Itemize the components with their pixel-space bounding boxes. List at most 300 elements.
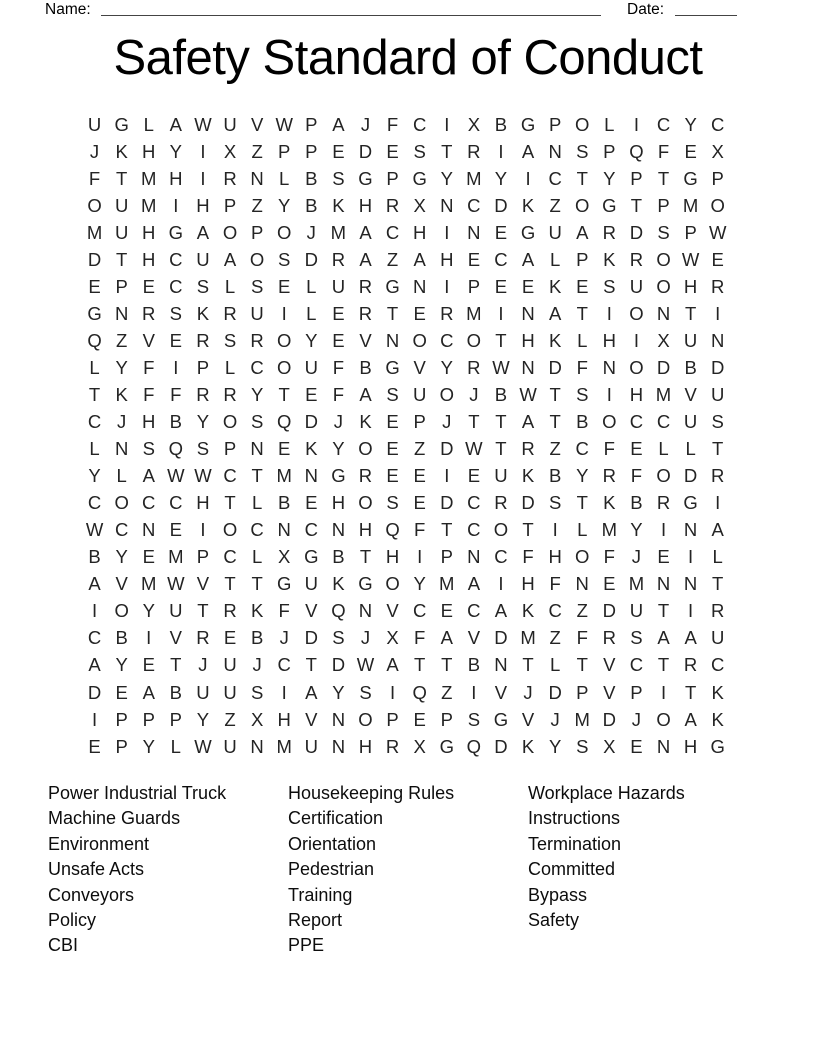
grid-cell: Y <box>576 465 589 487</box>
grid-cell: A <box>494 600 508 622</box>
grid-cell: M <box>86 221 103 243</box>
word-item: Policy <box>48 910 97 931</box>
grid-cell: S <box>630 627 643 649</box>
grid-cell: C <box>223 465 237 487</box>
grid-cell: P <box>657 194 670 216</box>
grid-cell: R <box>602 221 617 243</box>
grid-cell: J <box>523 681 533 703</box>
word-item: Power Industrial Truck <box>48 783 227 803</box>
grid-cell: A <box>684 627 697 649</box>
grid-cell: X <box>467 113 481 135</box>
grid-cell: Z <box>251 140 263 162</box>
grid-cell: C <box>548 600 562 622</box>
grid-cell: N <box>331 708 346 730</box>
grid-cell: Z <box>549 438 561 460</box>
grid-cell: R <box>440 302 454 324</box>
grid-cell: S <box>386 383 399 405</box>
grid-cell: T <box>712 438 724 460</box>
grid-cell: S <box>250 411 264 433</box>
grid-cell: K <box>711 708 724 730</box>
grid-cell: X <box>250 708 264 730</box>
grid-cell: S <box>359 681 372 703</box>
grid-cell: O <box>656 248 671 270</box>
grid-cell: P <box>630 681 643 703</box>
grid-cell: N <box>440 194 454 216</box>
grid-cell: N <box>683 573 698 595</box>
grid-cell: M <box>141 573 157 595</box>
grid-cell: S <box>278 248 291 270</box>
grid-cell: C <box>412 113 427 135</box>
grid-cell: L <box>251 546 263 568</box>
grid-cell: J <box>198 654 208 676</box>
grid-cell: N <box>494 654 508 676</box>
grid-cell: Y <box>196 708 210 730</box>
grid-cell: N <box>711 329 725 351</box>
grid-cell: H <box>521 573 535 595</box>
grid-cell: E <box>332 302 345 324</box>
grid-cell: T <box>657 600 670 622</box>
grid-cell: Y <box>332 681 345 703</box>
grid-cell: D <box>440 492 454 514</box>
grid-cell: Q <box>168 438 184 460</box>
grid-cell: Y <box>440 167 453 189</box>
grid-cell: M <box>168 546 184 568</box>
grid-cell: W <box>465 438 483 460</box>
grid-cell: O <box>602 411 617 433</box>
grid-cell: L <box>279 167 290 189</box>
grid-cell: T <box>414 654 426 676</box>
grid-cell: Z <box>441 681 453 703</box>
grid-cell: P <box>250 221 264 243</box>
grid-cell: C <box>711 654 725 676</box>
grid-cell: Y <box>548 735 562 757</box>
grid-cell: D <box>494 194 508 216</box>
grid-cell: N <box>521 356 535 378</box>
grid-cell: I <box>91 600 98 622</box>
grid-cell: J <box>442 411 452 433</box>
grid-cell: E <box>413 708 426 730</box>
grid-cell: Y <box>494 167 508 189</box>
grid-cell: Q <box>466 735 482 757</box>
grid-cell: B <box>630 492 643 514</box>
grid-cell: V <box>250 113 264 135</box>
grid-cell: B <box>305 167 318 189</box>
grid-cell: K <box>332 573 345 595</box>
grid-cell: O <box>114 492 129 514</box>
grid-cell: U <box>223 735 237 757</box>
grid-cell: I <box>200 519 206 541</box>
grid-cell: Z <box>576 600 588 622</box>
grid-cell: I <box>281 681 287 703</box>
grid-cell: I <box>660 519 667 541</box>
grid-row <box>81 111 731 138</box>
grid-cell: L <box>89 356 100 378</box>
grid-cell: I <box>525 167 531 189</box>
grid-cell: Y <box>142 600 155 622</box>
grid-cell: D <box>440 438 454 460</box>
grid-cell: A <box>332 113 345 135</box>
name-label: Name: <box>45 1 91 18</box>
grid-cell: C <box>629 411 644 433</box>
word-item: Housekeeping Rules <box>288 783 455 803</box>
grid-cell: M <box>276 735 292 757</box>
grid-cell: E <box>521 275 535 297</box>
grid-cell: C <box>87 627 102 649</box>
grid-cell: E <box>413 492 426 514</box>
grid-cell: T <box>657 654 670 676</box>
grid-row <box>81 327 731 354</box>
grid-cell: W <box>681 248 700 270</box>
grid-cell: L <box>116 465 127 487</box>
grid-cell: F <box>549 573 561 595</box>
grid-cell: F <box>603 546 615 568</box>
grid-cell: U <box>304 735 318 757</box>
grid-cell: Y <box>169 140 182 162</box>
grid-cell: C <box>467 600 481 622</box>
grid-cell: T <box>115 167 128 189</box>
grid-cell: T <box>88 383 101 405</box>
grid-cell: P <box>684 221 697 243</box>
grid-cell: M <box>628 573 645 595</box>
grid-cell: M <box>601 519 618 541</box>
grid-cell: P <box>115 275 128 297</box>
grid-cell: P <box>386 708 399 730</box>
grid-cell: U <box>304 356 318 378</box>
grid-cell: S <box>711 411 724 433</box>
grid-cell: F <box>143 356 155 378</box>
grid-cell: C <box>494 546 508 568</box>
grid-cell: I <box>498 302 504 324</box>
grid-cell: N <box>602 356 617 378</box>
grid-cell: C <box>548 167 562 189</box>
grid-cell: W <box>194 113 212 135</box>
grid-cell: A <box>359 248 372 270</box>
grid-cell: E <box>386 465 399 487</box>
grid-cell: A <box>467 573 481 595</box>
grid-cell: T <box>495 438 507 460</box>
grid-cell: P <box>196 356 210 378</box>
grid-cell: T <box>359 546 372 568</box>
grid-cell: S <box>576 140 589 162</box>
grid-cell: B <box>576 411 589 433</box>
grid-cell: Q <box>629 140 644 162</box>
grid-cell: R <box>196 627 210 649</box>
grid-cell: U <box>250 302 264 324</box>
grid-cell: W <box>356 654 375 676</box>
grid-cell: M <box>141 194 157 216</box>
grid-cell: L <box>549 654 561 676</box>
grid-cell: L <box>685 438 696 460</box>
grid-cell: U <box>711 627 725 649</box>
grid-cell: V <box>684 383 697 405</box>
word-item: Certification <box>288 808 384 829</box>
grid-cell: J <box>360 627 371 649</box>
grid-row <box>81 706 731 733</box>
grid-cell: M <box>439 573 455 595</box>
grid-cell: R <box>467 356 481 378</box>
word-item: Unsafe Acts <box>48 859 145 880</box>
grid-cell: X <box>657 329 670 351</box>
grid-cell: B <box>115 627 128 649</box>
grid-cell: R <box>358 302 373 324</box>
grid-cell: H <box>440 248 454 270</box>
grid-cell: N <box>683 519 698 541</box>
grid-cell: R <box>629 248 644 270</box>
grid-cell: N <box>304 465 318 487</box>
grid-cell: Y <box>440 356 453 378</box>
grid-cell: G <box>114 113 129 135</box>
word-list-column <box>528 781 685 933</box>
grid-cell: C <box>629 654 644 676</box>
grid-cell: C <box>87 492 102 514</box>
grid-cell: L <box>604 113 615 135</box>
grid-row <box>81 625 731 652</box>
grid-cell: V <box>467 627 481 649</box>
grid-cell: C <box>250 519 264 541</box>
grid-cell: S <box>657 221 670 243</box>
grid-cell: A <box>305 681 318 703</box>
grid-cell: Y <box>88 465 101 487</box>
grid-cell: U <box>304 573 318 595</box>
grid-cell: F <box>332 356 345 378</box>
grid-cell: I <box>200 167 206 189</box>
grid-cell: C <box>250 356 264 378</box>
grid-cell: K <box>603 248 616 270</box>
grid-cell: K <box>115 140 128 162</box>
grid-cell: E <box>467 248 481 270</box>
grid-cell: P <box>440 708 453 730</box>
grid-cell: J <box>631 546 642 568</box>
grid-cell: N <box>114 302 129 324</box>
grid-cell: B <box>88 546 101 568</box>
grid-cell: E <box>494 221 508 243</box>
grid-cell: J <box>117 411 127 433</box>
grid-cell: R <box>467 140 481 162</box>
grid-cell: J <box>550 708 560 730</box>
grid-cell: L <box>224 356 236 378</box>
grid-cell: S <box>548 492 562 514</box>
grid-cell: U <box>683 411 698 433</box>
grid-cell: R <box>358 465 373 487</box>
grid-cell: D <box>629 221 644 243</box>
grid-cell: Y <box>115 654 128 676</box>
grid-cell: T <box>684 681 697 703</box>
grid-cell: E <box>386 140 399 162</box>
grid-cell: O <box>249 248 265 270</box>
word-item: Safety <box>528 910 580 931</box>
grid-cell: E <box>278 275 291 297</box>
grid-cell: H <box>385 546 400 568</box>
grid-cell: H <box>521 329 535 351</box>
word-item: Instructions <box>528 808 621 829</box>
word-item: Orientation <box>288 833 377 854</box>
grid-cell: U <box>494 465 508 487</box>
grid-cell: W <box>708 221 727 243</box>
grid-cell: F <box>278 600 290 622</box>
grid-row <box>81 219 731 246</box>
grid-cell: H <box>142 248 156 270</box>
grid-cell: O <box>575 113 590 135</box>
grid-cell: D <box>494 735 508 757</box>
grid-cell: F <box>603 438 615 460</box>
grid-cell: T <box>278 383 290 405</box>
grid-cell: A <box>413 248 426 270</box>
grid-cell: I <box>498 573 504 595</box>
grid-row <box>81 381 731 408</box>
grid-cell: P <box>278 140 291 162</box>
grid-cell: T <box>576 492 588 514</box>
grid-cell: H <box>358 519 373 541</box>
grid-cell: T <box>576 167 588 189</box>
grid-cell: Y <box>630 519 643 541</box>
grid-cell: L <box>306 275 317 297</box>
grid-cell: D <box>548 681 562 703</box>
word-list-column <box>48 781 226 959</box>
grid-cell: N <box>548 140 562 162</box>
grid-cell: Z <box>414 438 426 460</box>
grid-cell: P <box>413 411 426 433</box>
grid-cell: E <box>711 248 724 270</box>
grid-cell: G <box>277 573 292 595</box>
grid-cell: J <box>252 654 262 676</box>
grid-cell: O <box>277 329 292 351</box>
grid-cell: H <box>142 411 156 433</box>
grid-cell: Z <box>224 708 236 730</box>
grid-cell: P <box>223 438 237 460</box>
grid-cell: I <box>444 465 450 487</box>
grid-cell: A <box>386 654 399 676</box>
grid-cell: I <box>715 302 721 324</box>
grid-cell: H <box>196 194 210 216</box>
grid-cell: K <box>196 302 210 324</box>
grid-cell: J <box>631 708 642 730</box>
grid-cell: S <box>223 329 237 351</box>
date-label: Date: <box>627 1 665 18</box>
grid-cell: I <box>552 519 558 541</box>
grid-row <box>81 733 731 760</box>
page-title: Safety Standard of Conduct <box>113 31 703 85</box>
grid-cell: E <box>278 438 291 460</box>
grid-cell: I <box>606 383 612 405</box>
grid-cell: H <box>683 735 698 757</box>
grid-cell: I <box>173 356 179 378</box>
word-item: CBI <box>48 935 79 956</box>
grid-cell: N <box>575 573 589 595</box>
grid-cell: O <box>710 194 725 216</box>
grid-cell: I <box>281 302 287 324</box>
grid-cell: P <box>223 194 237 216</box>
grid-cell: N <box>656 302 671 324</box>
grid-cell: U <box>223 681 237 703</box>
grid-cell: O <box>466 329 482 351</box>
grid-row <box>81 273 731 300</box>
grid-row <box>81 354 731 381</box>
grid-cell: B <box>332 546 345 568</box>
grid-cell: U <box>114 221 129 243</box>
grid-cell: Y <box>115 546 128 568</box>
grid-cell: H <box>358 194 373 216</box>
grid-row <box>81 300 731 327</box>
grid-cell: D <box>304 411 318 433</box>
grid-cell: T <box>630 194 643 216</box>
grid-cell: O <box>439 383 454 405</box>
grid-cell: A <box>88 573 101 595</box>
grid-cell: C <box>87 411 102 433</box>
grid-cell: R <box>223 383 237 405</box>
grid-cell: G <box>710 735 725 757</box>
grid-cell: B <box>278 492 291 514</box>
grid-cell: C <box>467 519 481 541</box>
grid-cell: U <box>711 383 725 405</box>
grid-cell: N <box>521 302 535 324</box>
grid-cell: O <box>358 438 373 460</box>
grid-cell: P <box>603 140 616 162</box>
word-item: Training <box>288 884 353 905</box>
grid-cell: I <box>444 275 450 297</box>
grid-cell: L <box>712 546 723 568</box>
grid-cell: B <box>169 681 182 703</box>
grid-cell: A <box>711 519 724 541</box>
grid-cell: E <box>386 438 399 460</box>
grid-cell: R <box>656 492 671 514</box>
grid-cell: B <box>548 465 562 487</box>
grid-cell: K <box>521 735 535 757</box>
grid-row <box>81 436 731 463</box>
grid-cell: Y <box>196 411 210 433</box>
letter-grid <box>81 111 731 760</box>
grid-cell: R <box>711 465 725 487</box>
grid-cell: O <box>656 465 671 487</box>
grid-row <box>81 652 731 679</box>
grid-cell: N <box>250 438 264 460</box>
grid-cell: G <box>358 167 373 189</box>
grid-cell: F <box>576 627 588 649</box>
grid-cell: E <box>440 600 453 622</box>
grid-cell: T <box>712 573 724 595</box>
grid-cell: P <box>440 546 453 568</box>
grid-cell: H <box>142 140 156 162</box>
grid-cell: D <box>602 600 617 622</box>
grid-cell: O <box>222 519 238 541</box>
grid-cell: D <box>304 627 318 649</box>
grid-cell: X <box>711 140 724 162</box>
grid-cell: Q <box>277 411 292 433</box>
grid-cell: V <box>386 600 399 622</box>
grid-cell: I <box>146 627 152 649</box>
grid-cell: Q <box>385 519 400 541</box>
grid-cell: I <box>390 681 396 703</box>
grid-cell: H <box>629 383 644 405</box>
grid-row <box>81 517 731 544</box>
grid-cell: D <box>358 140 373 162</box>
grid-cell: P <box>305 113 318 135</box>
grid-cell: Z <box>386 248 399 270</box>
grid-cell: L <box>658 438 669 460</box>
grid-cell: R <box>602 627 617 649</box>
grid-cell: O <box>656 708 671 730</box>
grid-cell: G <box>520 221 536 243</box>
grid-cell: R <box>602 465 617 487</box>
grid-cell: Y <box>305 329 318 351</box>
grid-cell: F <box>170 383 182 405</box>
grid-cell: T <box>522 654 534 676</box>
grid-cell: E <box>467 465 481 487</box>
grid-cell: O <box>358 492 373 514</box>
grid-cell: T <box>305 654 317 676</box>
word-item: Bypass <box>528 884 588 905</box>
grid-cell: H <box>169 167 183 189</box>
grid-cell: D <box>711 356 725 378</box>
